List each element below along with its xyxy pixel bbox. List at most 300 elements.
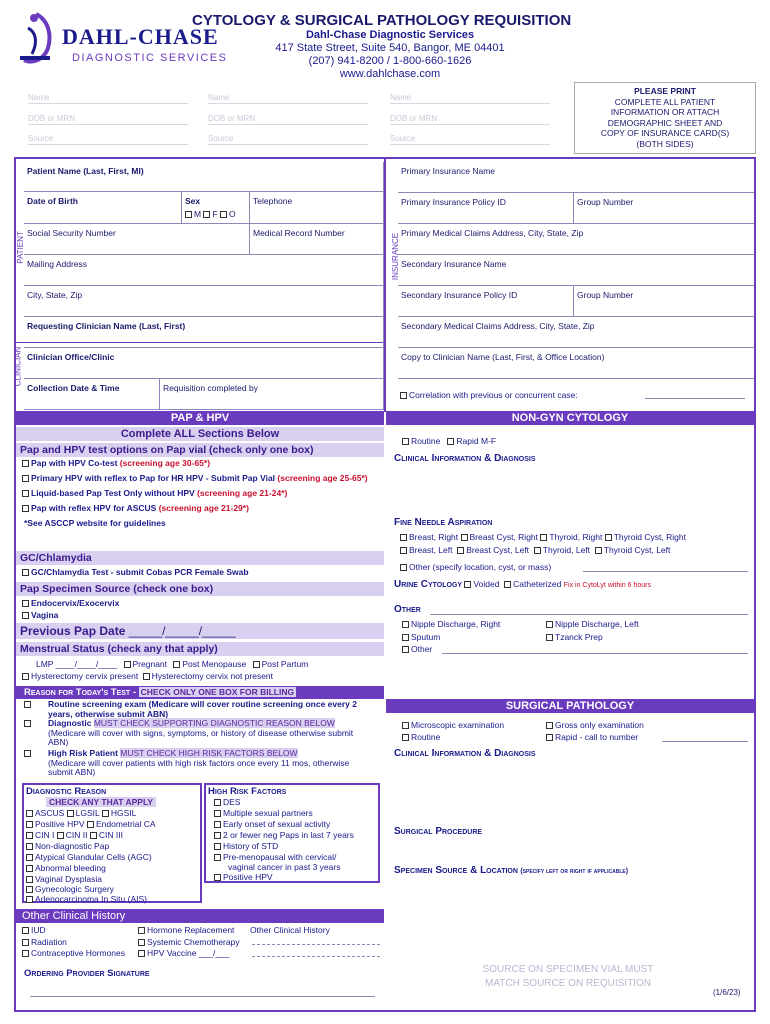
completed-by-label: Requisition completed by [163,383,258,393]
opt-lbp-only[interactable] [22,488,287,498]
opt-lbp-age: (screening age 21-24*) [197,488,288,498]
hr-row-1[interactable] [214,797,240,807]
cin3-label: CIN III [98,830,123,840]
nongyn-priority-row [402,436,496,446]
cin1-checkbox[interactable] [26,832,33,839]
iud-checkbox[interactable] [22,927,29,934]
surg-rapid-option[interactable] [546,732,638,742]
ordering-signature-field[interactable] [30,996,375,997]
post-meno-checkbox[interactable] [173,661,180,668]
neg-paps-checkbox[interactable] [214,832,221,839]
specimen-source-header: Pap Specimen Source (check one box) [16,582,384,596]
high-risk-checkbox[interactable] [24,750,31,757]
sex-label: Sex [185,196,201,206]
chemo-checkbox[interactable] [138,939,145,946]
opt-primary-hpv-checkbox[interactable] [22,475,29,482]
group2-label: Group Number [577,290,634,300]
gyn-surgery-label: Gynecologic Surgery [35,884,114,894]
secondary-insurance-label: Secondary Insurance Name [401,259,507,269]
hormone-checkbox[interactable] [138,927,145,934]
nongyn-routine-checkbox[interactable] [402,438,409,445]
ordering-provider-label: Ordering Provider Signature [24,968,150,979]
hr-row-2[interactable] [214,808,313,818]
primary-insurance-field[interactable] [398,162,754,193]
please-print-line: (BOTH SIDES) [636,138,694,149]
abnormal-bleeding-checkbox[interactable] [26,865,33,872]
secondary-policy-label: Secondary Insurance Policy ID [401,290,518,300]
chemo-label: Systemic Chemotherapy [147,937,240,947]
ascus-label: ASCUS [35,808,65,818]
thyroid-cyst-right-label: Thyroid Cyst, Right [613,532,686,542]
secondary-claims-label: Secondary Medical Claims Address, City, State, Zip [401,321,595,331]
agc-checkbox[interactable] [26,854,33,861]
thyroid-right-checkbox[interactable] [540,534,547,541]
diag-row-4[interactable] [26,841,109,851]
patient-name-field[interactable] [24,162,384,192]
pap-options-header: Pap and HPV test options on Pap vial (check only one box) [16,443,384,457]
radiation-label: Radiation [31,937,67,947]
check-any-label: CHECK ANY THAT APPLY [46,797,156,807]
cath-checkbox[interactable] [504,581,511,588]
nipple-left-checkbox[interactable] [546,621,553,628]
please-print-line: INFORMATION OR ATTACH [610,107,720,117]
ais-checkbox[interactable] [26,896,33,903]
ssn-label: Social Security Number [27,228,116,238]
nipple-right-checkbox[interactable] [402,621,409,628]
nipple-right-option[interactable] [402,619,500,629]
secondary-policy-field[interactable] [398,286,574,317]
mailing-field[interactable] [24,255,384,286]
nongyn-other2-option[interactable] [402,644,432,654]
menstrual-row-1 [36,659,308,669]
partners-checkbox[interactable] [214,810,221,817]
cin2-checkbox[interactable] [57,832,64,839]
secondary-insurance-field[interactable] [398,255,754,286]
label-source-3: Source [390,134,416,143]
opt-primary-hpv[interactable] [22,473,368,483]
des-checkbox[interactable] [214,799,221,806]
dob-label: Date of Birth [27,196,78,206]
reason-header [16,686,384,699]
post-meno-label: Post Menopause [182,659,247,669]
breast-left-label: Breast, Left [409,545,453,555]
opt-cotest[interactable] [22,458,210,468]
company-phone: (207) 941-8200 / 1-800-660-1626 [308,55,472,67]
opt-reflex-hpv[interactable] [22,503,249,513]
diag-row-3 [26,830,123,840]
vagina-option[interactable] [22,610,58,620]
ais-label: Adenocarcinoma In Situ (AIS) [35,894,147,904]
diag-row-7[interactable] [26,874,102,884]
thyroid-cyst-right-checkbox[interactable] [605,534,612,541]
opt-lbp-checkbox[interactable] [22,490,29,497]
urine-label: Urine Cytology [394,579,463,590]
endo-label: Endocervix/Exocervix [31,598,120,608]
previous-pap-blank: _____/_____/_____ [128,624,236,638]
company-name: Dahl-Chase Diagnostic Services [305,29,475,41]
ascus-checkbox[interactable] [26,810,33,817]
endo-checkbox[interactable] [22,600,29,607]
hr-pos-hpv-label: Positive HPV [223,872,273,882]
voided-label: Voided [473,579,500,589]
please-print-title: PLEASE PRINT [634,86,696,96]
cath-note: Fix in CytoLyt within 6 hours [563,582,652,589]
cath-label: Catheterized [513,579,562,589]
surg-routine-checkbox[interactable] [402,734,409,741]
high-risk-must-check: MUST CHECK HIGH RISK FACTORS BELOW [120,748,298,758]
primary-policy-field[interactable] [398,193,574,224]
pregnant-label: Pregnant [132,659,168,669]
hr-pos-hpv-checkbox[interactable] [214,874,221,881]
cin2-label: CIN II [65,830,88,840]
menstrual-row-2 [22,671,273,681]
breast-right-label: Breast, Right [409,532,459,542]
nondiag-label: Non-diagnostic Pap [35,841,110,851]
diag-row-5[interactable] [26,852,152,862]
surg-rapid-label: Rapid - call to number [555,732,639,742]
contraceptive-label: Contraceptive Hormones [31,948,126,958]
hyst-not-label: Hysterectomy cervix not present [151,671,274,681]
opt-reflex-checkbox[interactable] [22,505,29,512]
agc-label: Atypical Glandular Cells (AGC) [35,852,152,862]
patient-name-label: Patient Name (Last, First, MI) [27,166,144,176]
please-print-line: COPY OF INSURANCE CARD(S) [600,128,730,138]
high-risk-label: High Risk Patient [48,748,121,758]
gc-test-label: GC/Chlamydia Test - submit Cobas PCR Female Swab [31,567,249,577]
hpv-vaccine-checkbox[interactable] [138,950,145,957]
high-risk-note: (Medicare will cover patients with high risk factors once every 11 mos, otherwise submit ABN) [48,757,350,777]
sex-f-label: F [212,209,218,219]
gross-label: Gross only examination [555,720,644,730]
endometrial-checkbox[interactable] [87,821,94,828]
diag-reason-title: Diagnostic Reason [26,786,107,797]
diag-row-9[interactable] [26,894,147,904]
diag-row-1 [26,808,136,818]
copy-to-label: Copy to Clinician Name (Last, First, & Office Location) [401,352,605,362]
company-web: www.dahlchase.com [339,68,441,80]
routine-screening-note: (Medicare will cover routine screening once every 2 years, otherwise submit ABN) [48,699,357,719]
gross-option[interactable] [546,720,644,730]
gc-test[interactable] [22,567,249,577]
please-print-line: DEMOGRAPHIC SHEET AND [607,117,723,128]
primary-claims-label: Primary Medical Claims Address, City, State, Zip [401,228,584,238]
hr-row-6[interactable] [214,852,336,862]
opt-primary-hpv-label: Primary HPV with reflex to Pap for HR HPV - Submit Pap Vial [31,473,278,483]
opt-lbp-label: Liquid-based Pap Test Only without HPV [31,488,198,498]
micro-label: Microscopic examination [411,720,505,730]
contraceptive-checkbox[interactable] [22,950,29,957]
clinician-name-field[interactable] [24,317,384,348]
lmp-field[interactable]: LMP ____/____/____ [36,659,118,669]
sex-o-checkbox[interactable] [220,211,227,218]
thyroid-left-label: Thyroid, Left [542,545,591,555]
hyst-not-checkbox[interactable] [143,673,150,680]
footer-line-2: MATCH SOURCE ON REQUISITION [485,978,651,989]
ssn-field[interactable] [24,224,250,255]
sex-m-label: M [194,209,202,219]
completed-by-field[interactable] [160,379,384,410]
iud-option[interactable] [22,925,46,935]
pregnant-checkbox[interactable] [124,661,131,668]
please-print-box [574,82,756,154]
fna-label: Fine Needle Aspiration [394,517,493,528]
sex-m-checkbox[interactable] [185,211,192,218]
gyn-surgery-checkbox[interactable] [26,886,33,893]
cin3-checkbox[interactable] [90,832,97,839]
nongyn-routine-label: Routine [411,436,441,446]
telephone-field[interactable] [250,192,384,224]
collection-label: Collection Date & Time [27,383,120,393]
tzanck-checkbox[interactable] [546,634,553,641]
micro-option[interactable] [402,720,504,730]
copy-to-field[interactable] [398,348,754,379]
hgsil-checkbox[interactable] [102,810,109,817]
early-onset-checkbox[interactable] [214,821,221,828]
other-history-header: Other Clinical History [16,909,384,923]
fna-row-2 [400,545,670,555]
partners-label: Multiple sexual partners [223,808,313,818]
neg-paps-label: 2 or fewer neg Paps in last 7 years [223,830,354,840]
gc-test-checkbox[interactable] [22,569,29,576]
des-label: DES [223,797,241,807]
patient-side-label: PATIENT [15,231,25,264]
sputum-checkbox[interactable] [402,634,409,641]
thyroid-left-checkbox[interactable] [534,547,541,554]
vagina-label: Vagina [31,610,59,620]
group1-label: Group Number [577,197,634,207]
premeno-label: Pre-menopausal with cervical/ [223,852,337,862]
label-source-2: Source [208,134,234,143]
group2-field[interactable] [574,286,754,317]
diag-row-2 [26,819,156,829]
logo-name: DAHL-CHASE [62,24,219,49]
telephone-label: Telephone [253,196,293,206]
sputum-label: Sputum [411,632,441,642]
please-print-line: COMPLETE ALL PATIENT [614,96,716,107]
mrn-field[interactable] [250,224,384,255]
specimen-source-label: Specimen Source & Location [394,865,518,876]
abnormal-bleeding-label: Abnormal bleeding [35,863,106,873]
asccp-note: *See ASCCP website for guidelines [24,518,166,528]
nongyn-other-label: Other [394,604,421,615]
fna-row-1 [400,532,686,542]
label-name-1: Name [28,93,50,102]
nongyn-rapid-label: Rapid M-F [456,436,497,446]
form-date: (1/6/23) [713,988,741,997]
opt-primary-hpv-age: (screening age 25-65*) [277,473,368,483]
pap-header: PAP & HPV [16,411,384,425]
pos-hpv-checkbox[interactable] [26,821,33,828]
primary-insurance-label: Primary Insurance Name [401,166,496,176]
vaginal-dysplasia-checkbox[interactable] [26,876,33,883]
high-risk-option[interactable] [24,749,374,778]
cin1-label: CIN I [35,830,55,840]
pos-hpv-label: Positive HPV [35,819,85,829]
endo-option[interactable] [22,598,119,608]
sex-o-label: O [229,209,236,219]
surg-routine-option[interactable] [402,732,440,742]
endometrial-label: Endometrial CA [95,819,156,829]
micro-checkbox[interactable] [402,722,409,729]
primary-policy-label: Primary Insurance Policy ID [401,197,506,207]
nongyn-clinical-label: Clinical Information & Diagnosis [394,453,536,464]
post-partum-checkbox[interactable] [253,661,260,668]
other-history-label: Other Clinical History [250,925,330,935]
secondary-claims-field[interactable] [398,317,754,348]
surg-clinical-label: Clinical Information & Diagnosis [394,748,536,759]
contraceptive-option[interactable] [22,948,125,958]
menstrual-header: Menstrual Status (check any that apply) [16,642,384,656]
hyst-present-label: Hysterectomy cervix present [31,671,139,681]
logo-mark-icon [14,10,58,68]
nongyn-other2-checkbox[interactable] [402,646,409,653]
reason-highlight: CHECK ONLY ONE BOX FOR BILLING [140,687,295,697]
breast-cyst-left-checkbox[interactable] [457,547,464,554]
page-title: CYTOLOGY & SURGICAL PATHOLOGY REQUISITION [192,12,572,29]
opt-cotest-age: (screening age 30-65*) [119,458,211,468]
nipple-right-label: Nipple Discharge, Right [411,619,501,629]
correlation-checkbox[interactable] [400,392,407,399]
label-dob-2: DOB or MRN [208,114,256,123]
surg-routine-label: Routine [411,732,441,742]
iud-label: IUD [31,925,46,935]
fna-other-option[interactable] [400,562,551,572]
mrn-label: Medical Record Number [253,228,345,238]
diagnostic-label: Diagnostic [48,718,94,728]
hgsil-label: HGSIL [110,808,137,818]
vagina-checkbox[interactable] [22,612,29,619]
tzanck-option[interactable] [546,632,603,642]
diagnostic-option[interactable] [24,719,374,748]
previous-pap-label: Previous Pap Date [20,624,126,638]
diagnostic-checkbox[interactable] [24,720,31,727]
office-field[interactable] [24,348,384,379]
surg-rapid-checkbox[interactable] [546,734,553,741]
nipple-left-option[interactable] [546,619,639,629]
previous-pap-row[interactable] [16,623,384,639]
collection-field[interactable] [24,379,160,410]
hyst-present-checkbox[interactable] [22,673,29,680]
mailing-label: Mailing Address [27,259,88,269]
hr-row-7[interactable] [214,872,273,882]
nondiag-checkbox[interactable] [26,843,33,850]
complete-all-banner: Complete ALL Sections Below [16,427,384,441]
premeno-checkbox[interactable] [214,854,221,861]
hormone-label: Hormone Replacement [147,925,235,935]
sex-f-checkbox[interactable] [203,211,210,218]
opt-cotest-label: Pap with HPV Co-test [31,458,120,468]
urine-row [394,579,651,590]
hr-row-4[interactable] [214,830,354,840]
fna-other-label: Other (specify location, cyst, or mass) [409,562,552,572]
diag-row-6[interactable] [26,863,106,873]
sex-field [182,192,250,224]
hpv-vaccine-option[interactable] [138,948,230,958]
primary-claims-field[interactable] [398,224,754,255]
insurance-side-label: INSURANCE [391,232,401,281]
radiation-checkbox[interactable] [22,939,29,946]
nongyn-rapid-checkbox[interactable] [447,438,454,445]
lgsil-label: LGSIL [75,808,100,818]
nongyn-other2-label: Other [411,644,433,654]
opt-reflex-label: Pap with reflex HPV for ASCUS [31,503,159,513]
city-label: City, State, Zip [27,290,83,300]
clinician-side-label: CLINICIAN [13,346,23,387]
voided-checkbox[interactable] [464,581,471,588]
routine-screening-option[interactable] [24,700,374,719]
hr-row-3[interactable] [214,819,330,829]
reason-header-label: Reason for Today's Test - [24,687,139,698]
specimen-source-note: (specify left or right if applicable) [520,868,629,875]
chemo-option[interactable] [138,937,240,947]
vaginal-dysplasia-label: Vaginal Dysplasia [35,874,102,884]
logo-subtitle: DIAGNOSTIC SERVICES [72,52,228,64]
thyroid-cyst-left-label: Thyroid Cyst, Left [603,545,671,555]
hpv-vaccine-label: HPV Vaccine ___/___ [147,948,230,958]
surgical-header: SURGICAL PATHOLOGY [386,699,754,713]
opt-reflex-age: (screening age 21-29*) [158,503,249,513]
dob-field[interactable] [24,192,182,224]
std-label: History of STD [223,841,279,851]
label-source-1: Source [28,134,54,143]
thyroid-right-label: Thyroid, Right [549,532,603,542]
label-dob-1: DOB or MRN [28,114,76,123]
gross-checkbox[interactable] [546,722,553,729]
diagnostic-must-check: MUST CHECK SUPPORTING DIAGNOSTIC REASON BELOW [93,718,335,728]
breast-right-checkbox[interactable] [400,534,407,541]
thyroid-cyst-left-checkbox[interactable] [595,547,602,554]
city-field[interactable] [24,286,384,317]
label-name-2: Name [208,93,230,102]
post-partum-label: Post Partum [261,659,309,669]
fna-other-checkbox[interactable] [400,564,407,571]
breast-cyst-right-checkbox[interactable] [461,534,468,541]
diagnostic-note: (Medicare will cover with signs, symptoms, or history of disease otherwise submit ABN) [48,727,354,747]
correlation-label: Correlation with previous or concurrent case: [409,390,578,400]
footer-line-1: SOURCE ON SPECIMEN VIAL MUST [482,964,654,975]
nongyn-header: NON-GYN CYTOLOGY [386,411,754,425]
std-checkbox[interactable] [214,843,221,850]
lgsil-checkbox[interactable] [67,810,74,817]
nipple-left-label: Nipple Discharge, Left [555,619,639,629]
radiation-option[interactable] [22,937,67,947]
hr-row-5[interactable] [214,841,278,851]
breast-cyst-left-label: Breast Cyst, Left [466,545,530,555]
diag-row-8[interactable] [26,884,114,894]
office-label: Clinician Office/Clinic [27,352,115,362]
clinician-name-label: Requesting Clinician Name (Last, First) [27,321,186,331]
correlation-row [400,390,578,400]
tzanck-label: Tzanck Prep [555,632,603,642]
surg-procedure-label: Surgical Procedure [394,826,483,837]
label-dob-3: DOB or MRN [390,114,438,123]
early-onset-label: Early onset of sexual activity [223,819,331,829]
specimen-source-row [394,865,628,876]
routine-screening-label: Routine screening exam [48,699,149,709]
opt-cotest-checkbox[interactable] [22,460,29,467]
high-risk-title: High Risk Factors [208,786,287,797]
company-address: 417 State Street, Suite 540, Bangor, ME 04401 [275,42,505,54]
label-name-3: Name [390,93,412,102]
routine-screening-checkbox[interactable] [24,701,31,708]
hormone-option[interactable] [138,925,234,935]
sputum-option[interactable] [402,632,440,642]
breast-left-checkbox[interactable] [400,547,407,554]
group1-field[interactable] [574,193,754,224]
breast-cyst-right-label: Breast Cyst, Right [469,532,539,542]
gc-header: GC/Chlamydia [16,551,384,565]
hr-row-6b: vaginal cancer in past 3 years [228,862,341,872]
